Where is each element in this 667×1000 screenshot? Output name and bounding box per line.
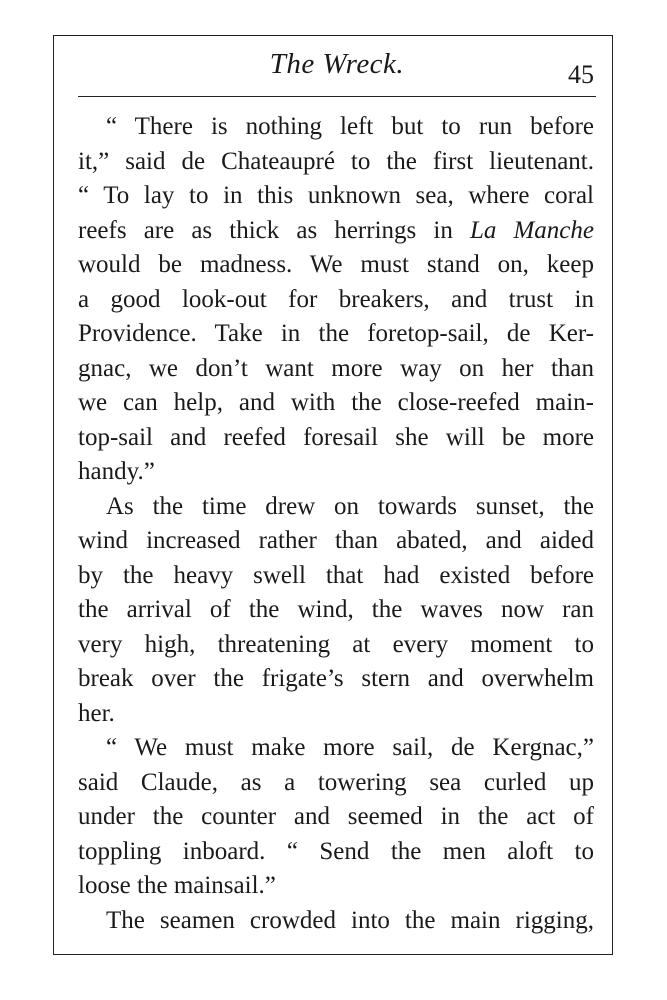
running-head — [78, 42, 596, 92]
text-line: by the heavy swell that had existed before — [78, 561, 594, 589]
text-line: “ To lay to in this unknown sea, where coral — [78, 182, 594, 209]
text-line: said Claude, as a towering sea curled up — [78, 768, 594, 796]
text-line — [78, 214, 594, 249]
italic-phrase: La Manche — [469, 216, 594, 244]
text-segment: reefs are as thick as herrings in — [78, 216, 470, 244]
text-line: “ We must make more sail, de Kergnac,” — [106, 734, 594, 761]
page-title: The Wreck. — [269, 48, 405, 80]
text-line: under the counter and seemed in the act of — [78, 803, 594, 830]
text-line: the arrival of the wind, the waves now ran — [78, 596, 594, 623]
text-line: it,” said de Chateaupré to the first lieutenant. — [78, 147, 594, 175]
text-line: very high, threatening at every moment to — [78, 630, 594, 658]
text-line: top-sail and reefed foresail she will be more — [78, 423, 594, 451]
page-number: 45 — [568, 60, 594, 89]
text-line: would be madness. We must stand on, keep — [78, 251, 594, 278]
text-line: gnac, we don’t want more way on her than — [78, 354, 594, 382]
text-line: her. — [78, 699, 115, 727]
text-line: “ There is nothing left but to run before — [106, 113, 594, 140]
text-line: As the time drew on towards sunset, the — [106, 492, 594, 520]
text-line: break over the frigate’s stern and overwhelm — [78, 665, 594, 692]
text-line: The seamen crowded into the main rigging, — [106, 906, 594, 934]
text-line: a good look-out for breakers, and trust in — [78, 285, 594, 313]
body-text — [78, 110, 594, 938]
text-line: handy.” — [78, 458, 155, 485]
text-line: toppling inboard. “ Send the men aloft to — [78, 837, 594, 865]
text-line: we can help, and with the close-reefed main- — [78, 389, 594, 416]
header-rule — [78, 96, 596, 97]
text-line: loose the mainsail.” — [78, 872, 276, 899]
text-line: Providence. Take in the foretop-sail, de Ker- — [78, 320, 594, 347]
text-line: wind increased rather than abated, and aided — [78, 527, 594, 554]
